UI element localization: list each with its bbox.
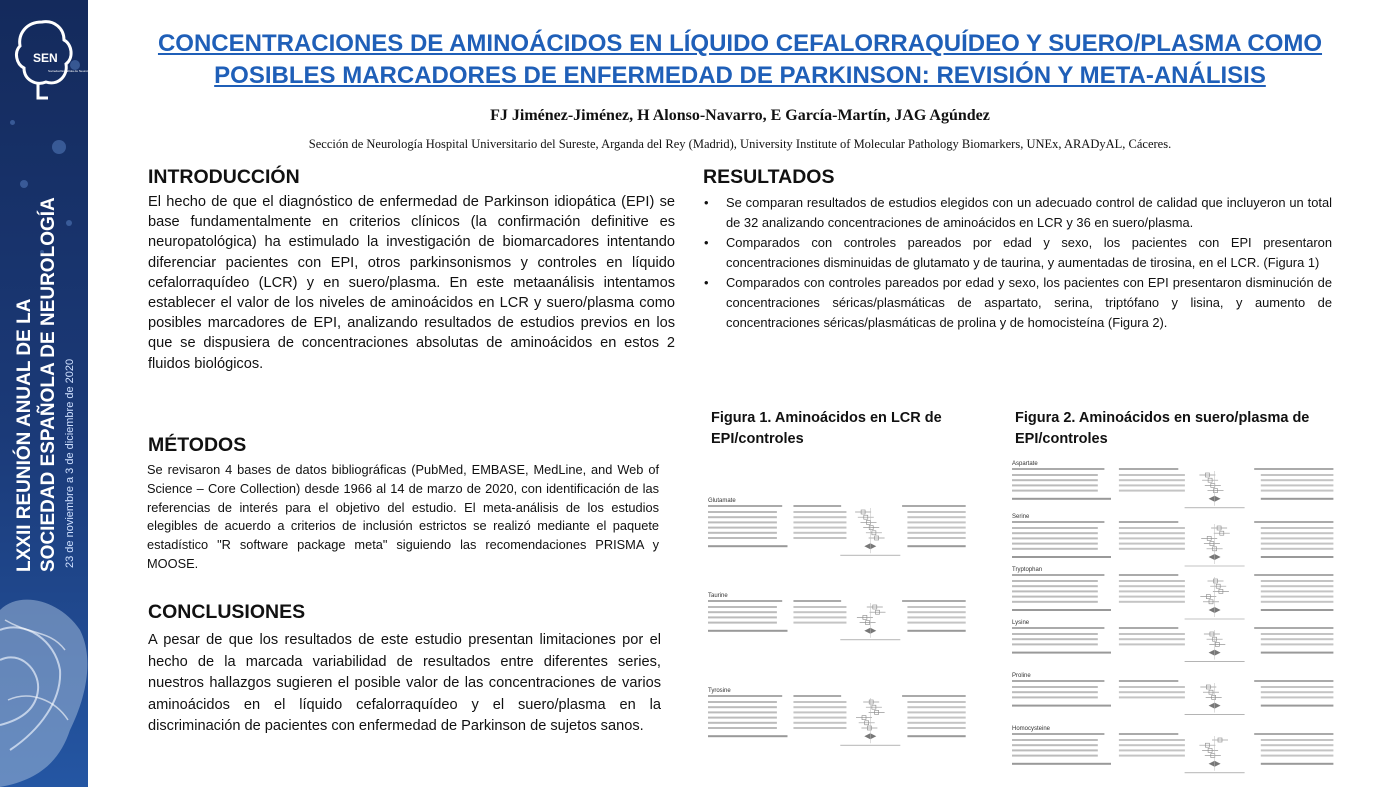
forest-panel (1012, 726, 1333, 773)
forest-panel (1012, 514, 1333, 566)
panel-label: Tyrosine (708, 688, 731, 694)
panel-label: Tryptophan (1012, 567, 1043, 573)
bullet-icon: • (704, 235, 709, 251)
poster-title (140, 28, 1340, 92)
meeting-dates: 23 de noviembre a 3 de diciembre de 2020 (64, 358, 76, 568)
bullet-icon: • (704, 275, 709, 291)
figure-1-title: Figura 1. Aminoácidos en LCR de EPI/controles (711, 410, 942, 447)
intro-text: El hecho de que el diagnóstico de enfermedad de Parkinson idiopática (EPI) se base fundamentalmente en criterios clínicos (la confirmación definitive es neuropatológica) ha estimulado la investigación de biomarcadores intentando diferenciar pacientes con EPI, otros parkinsonismos y controles en líquido cefalorraquídeo (LCR) y en suero/plasma. En este metaanálisis intentamos establecer el valor de los niveles de aminoácidos en LCR y suero/plasma como posibles marcadores de EPI, analizando resultados de estudios previos en los que se dispusiera de concentraciones absolutas de aminoácidos en estos 2 fluidos biológicos. (148, 194, 675, 372)
brain-illustration (0, 590, 88, 787)
panel-label: Proline (1012, 673, 1031, 679)
panel-label: Serine (1012, 514, 1030, 520)
panel-label: Taurine (708, 593, 728, 599)
svg-text:Sociedad Española de Neurologí: Sociedad Española de Neurología (48, 69, 94, 73)
title-line-2: POSIBLES MARCADORES DE ENFERMEDAD DE PARKINSON: REVISIÓN Y META-ANÁLISIS (214, 62, 1266, 89)
affiliation: Sección de Neurología Hospital Universitario del Sureste, Arganda del Rey (Madrid), University Institute of Molecular Pathology Biomarkers, UNEx, ARADyAL, Cáceres. (308, 137, 1172, 151)
forest-panel (708, 498, 966, 555)
figure-2-forest-plots (1010, 458, 1340, 776)
results-item: • Comparados con controles pareados por edad y sexo, los pacientes con EPI presentaron disminución de concentraciones séricas/plasmáticas de aspartato, serina, triptófano y lisina, y aumento de concentraciones séricas/plasmáticas de prolina y de homocisteína (Figura 2). (704, 275, 1332, 330)
panel-label: Homocysteine (1012, 726, 1051, 732)
forest-panel (708, 593, 966, 640)
figure-1-forest-plots (706, 495, 971, 780)
panel-label: Glutamate (708, 498, 736, 504)
methods-heading: MÉTODOS (148, 434, 247, 456)
forest-panel (1012, 567, 1333, 619)
side-banner (0, 0, 94, 787)
results-heading: RESULTADOS (703, 166, 835, 188)
bullet-icon: • (704, 195, 709, 210)
conclusions-heading: CONCLUSIONES (148, 601, 306, 623)
meeting-line-2: SOCIEDAD ESPAÑOLA DE NEUROLOGÍA (38, 197, 59, 572)
results-item: • Comparados con controles pareados por edad y sexo, los pacientes con EPI presentaron concentraciones disminuidas de glutamato y de taurina, y aumentadas de tirosina, en el LCR. (Figura 1) (704, 235, 1332, 270)
results-list (704, 193, 1332, 333)
results-item: • Se comparan resultados de estudios elegidos con un adecuado control de calidad que incluyeron un total de 32 analizando concentraciones de aminoácidos en LCR y 36 en suero/plasma. (704, 195, 1332, 230)
title-line-1: CONCENTRACIONES DE AMINOÁCIDOS EN LÍQUIDO CEFALORRAQUÍDEO Y SUERO/PLASMA COMO (157, 30, 1323, 57)
conclusions-text: A pesar de que los resultados de este estudio presentan limitaciones por el hecho de la marcada variabilidad de resultados entre diferentes series, nuestros hallazgos sugieren el posible valor de las concentraciones de varios aminoácidos en el líquido cefalorraquídeo y el suero/plasma en la discriminación de pacientes con enfermedad de Parkinson de sujetos sanos. (148, 632, 661, 735)
methods-text: Se revisaron 4 bases de datos bibliográficas (PubMed, EMBASE, MedLine, and Web of Science – Core Collection) desde 1966 al 14 de marzo de 2020, con identificación de las referencias de interés para el objetivo del estudio. El meta-análisis de los estudios elegibles de acuerdo a criterios de inclusión estrictos se realizó mediante el paquete estadístico "R software package meta" siguiendo las recomendaciones PRISMA y MOOSE. (147, 462, 659, 571)
panel-label: Aspartate (1012, 461, 1038, 467)
svg-text:SEN: SEN (33, 51, 58, 65)
forest-panel (1012, 620, 1333, 662)
intro-heading: INTRODUCCIÓN (148, 166, 300, 188)
forest-panel (1012, 461, 1333, 508)
authors: FJ Jiménez-Jiménez, H Alonso-Navarro, E García-Martín, JAG Agúndez (490, 107, 990, 124)
forest-panel (1012, 673, 1333, 715)
figure-2-title: Figura 2. Aminoácidos en suero/plasma de EPI/controles (1015, 410, 1310, 447)
panel-label: Lysine (1012, 620, 1030, 626)
meeting-line-1: LXXII REUNIÓN ANUAL DE LA (14, 298, 35, 572)
forest-panel (708, 688, 966, 745)
